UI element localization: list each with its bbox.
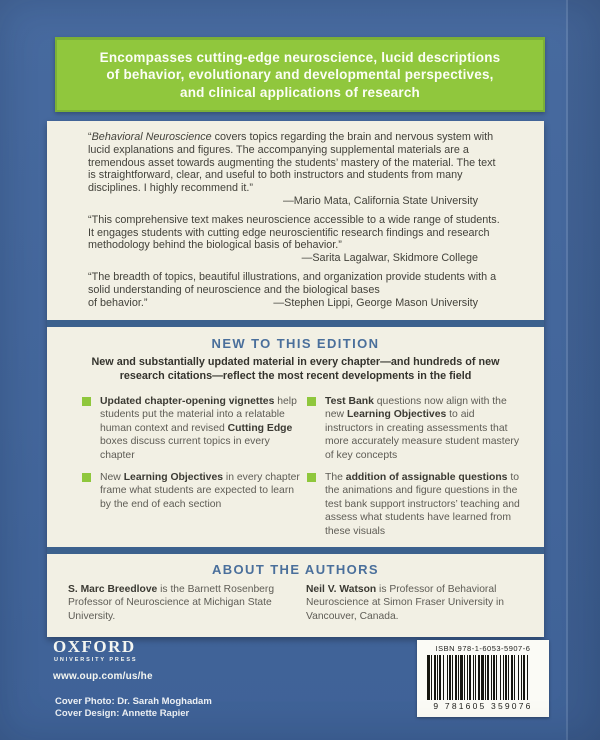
oxford-university-press-label: UNIVERSITY PRESS [54, 657, 138, 663]
bullet-text: Updated chapter-opening vignettes help students put the material into a relatable human context and revised Cutting Edge boxes discuss current topics in every chapter [100, 395, 297, 461]
isbn-digits: 9 781605 359076 [433, 701, 533, 711]
quote-3-text: “The breadth of topics, beautiful illustrations, and organization provide students with a solid understanding of neuroscience and the biological bases [88, 270, 497, 296]
list-item [82, 395, 307, 462]
quote-2 [88, 214, 504, 265]
new-edition-heading: NEW TO THIS EDITION [211, 336, 380, 352]
bullet-square-icon [82, 473, 91, 482]
quote-3 [88, 271, 504, 309]
bullet-square-icon [307, 473, 316, 482]
quote-2-text: “This comprehensive text makes neuroscience accessible to a wide range of students. It engages students with cutting edge neuroscientific research findings and research methodology behind the biological basis of behavior.” [88, 213, 500, 252]
new-edition-columns [47, 395, 544, 547]
section-divider [47, 547, 544, 554]
reviews-section [47, 121, 544, 320]
quote-1-text: “Behavioral Neuroscience covers topics regarding the brain and nervous system with lucid explanations and figures. The accompanying supplemental materials are a tremendous asset towards augmenting the students’ mastery of the material. The text is straightforward, clear, and useful to both instructors and students from many disciplines. I highly recommend it.” [88, 131, 496, 195]
author-columns [47, 583, 544, 623]
isbn-label: ISBN 978-1-6053-5907-6 [435, 644, 531, 653]
page-edge-highlight [566, 0, 600, 740]
bullet-column-right [307, 395, 532, 547]
bullet-text: New Learning Objectives in every chapter frame what students are expected to learn by the end of each section [100, 471, 300, 510]
bullet-text: The addition of assignable questions to the animations and figure questions in the test bank support instructors’ teaching and assess what students have learned from these visuals [325, 471, 520, 537]
cover-photo-credit: Cover Photo: Dr. Sarah Moghadam [55, 696, 212, 707]
about-authors-heading: ABOUT THE AUTHORS [211, 562, 380, 578]
isbn-barcode [417, 640, 549, 717]
oxford-wordmark: OXFORD [53, 637, 136, 656]
bullet-square-icon [82, 397, 91, 406]
content-panel [47, 121, 544, 637]
barcode-bars-icon [427, 655, 549, 700]
bullet-text: Test Bank questions now align with the new Learning Objectives to aid instructors in creating assessments that more accurately measure student mastery of key concepts [325, 395, 520, 461]
about-authors-section [47, 554, 544, 637]
publisher-url: www.oup.com/us/he [53, 671, 153, 682]
author-bio-watson: Neil V. Watson is Professor of Behavioral Neuroscience at Simon Fraser University in Vancouver, Canada. [306, 584, 504, 622]
new-to-this-edition-section [47, 327, 544, 547]
quote-3-attribution: —Stephen Lippi, George Mason University [273, 296, 478, 309]
quote-3-last-line [88, 297, 504, 310]
bullet-square-icon [307, 397, 316, 406]
quote-3-text-end: of behavior.” [88, 296, 148, 309]
new-edition-intro: New and substantially updated material in every chapter—and hundreds of new research citations—reflect the most recent developments in the field [91, 356, 500, 383]
quote-2-attribution: —Sarita Lagalwar, Skidmore College [301, 252, 478, 265]
quote-1-attribution: —Mario Mata, California State University [282, 194, 478, 207]
tagline-text: Encompasses cutting-edge neuroscience, lucid descriptions of behavior, evolutionary and developmental perspectives, and clinical applications of research [99, 49, 501, 100]
oxford-logo [53, 637, 153, 682]
quote-1 [88, 131, 504, 208]
section-divider [47, 320, 544, 327]
author-bio-breedlove: S. Marc Breedlove is the Barnett Rosenberg Professor of Neuroscience at Michigan State University. [68, 584, 275, 622]
cover-credits [55, 696, 212, 719]
tagline-banner [55, 37, 545, 112]
list-item [307, 395, 532, 462]
bullet-column-left [82, 395, 307, 547]
cover-design-credit: Cover Design: Annette Rapier [55, 707, 190, 719]
list-item [82, 471, 307, 511]
list-item [307, 471, 532, 538]
